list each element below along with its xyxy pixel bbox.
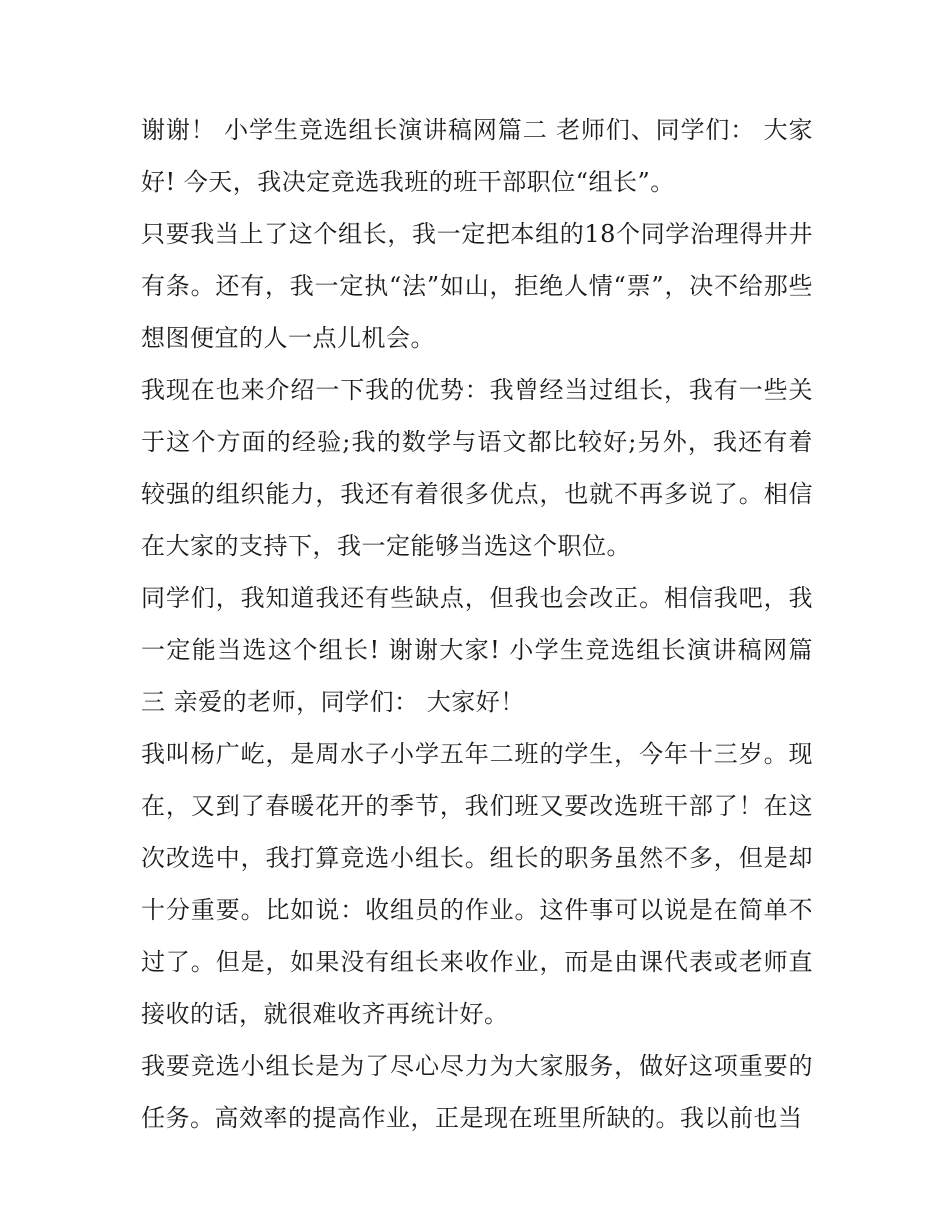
document-body: [141, 104, 813, 1144]
paragraph-6: 我要竞选小组长是为了尽心尽力为大家服务，做好这项重要的任务。高效率的提高作业，正是现在班里所缺的。我以前也当: [141, 1052, 813, 1132]
paragraph-1: 谢谢！ 小学生竞选组长演讲稿网篇二 老师们、同学们： 大家好! 今天，我决定竞选我班的班干部职位“组长”。: [141, 116, 813, 196]
paragraph-5: 我叫杨广屹，是周水子小学五年二班的学生，今年十三岁。现在，又到了春暖花开的季节，我们班又要改选班干部了！在这次改选中，我打算竞选小组长。组长的职务虽然不多，但是却十分重要。比如说：收组员的作业。这件事可以说是在简单不过了。但是，如果没有组长来收作业，而是由课代表或老师直接收的话，就很难收齐再统计好。: [141, 740, 813, 1028]
paragraph-2: 只要我当上了这个组长，我一定把本组的18个同学治理得井井有条。还有，我一定执“法”如山，拒绝人情“票”，决不给那些想图便宜的人一点儿机会。: [141, 220, 813, 352]
paragraph-3: 我现在也来介绍一下我的优势：我曾经当过组长，我有一些关于这个方面的经验;我的数学与语文都比较好;另外，我还有着较强的组织能力，我还有着很多优点，也就不再多说了。相信在大家的支持下，我一定能够当选这个职位。: [141, 376, 813, 560]
paragraph-4: 同学们，我知道我还有些缺点，但我也会改正。相信我吧，我一定能当选这个组长! 谢谢大家! 小学生竞选组长演讲稿网篇三 亲爱的老师，同学们： 大家好！: [141, 584, 813, 716]
